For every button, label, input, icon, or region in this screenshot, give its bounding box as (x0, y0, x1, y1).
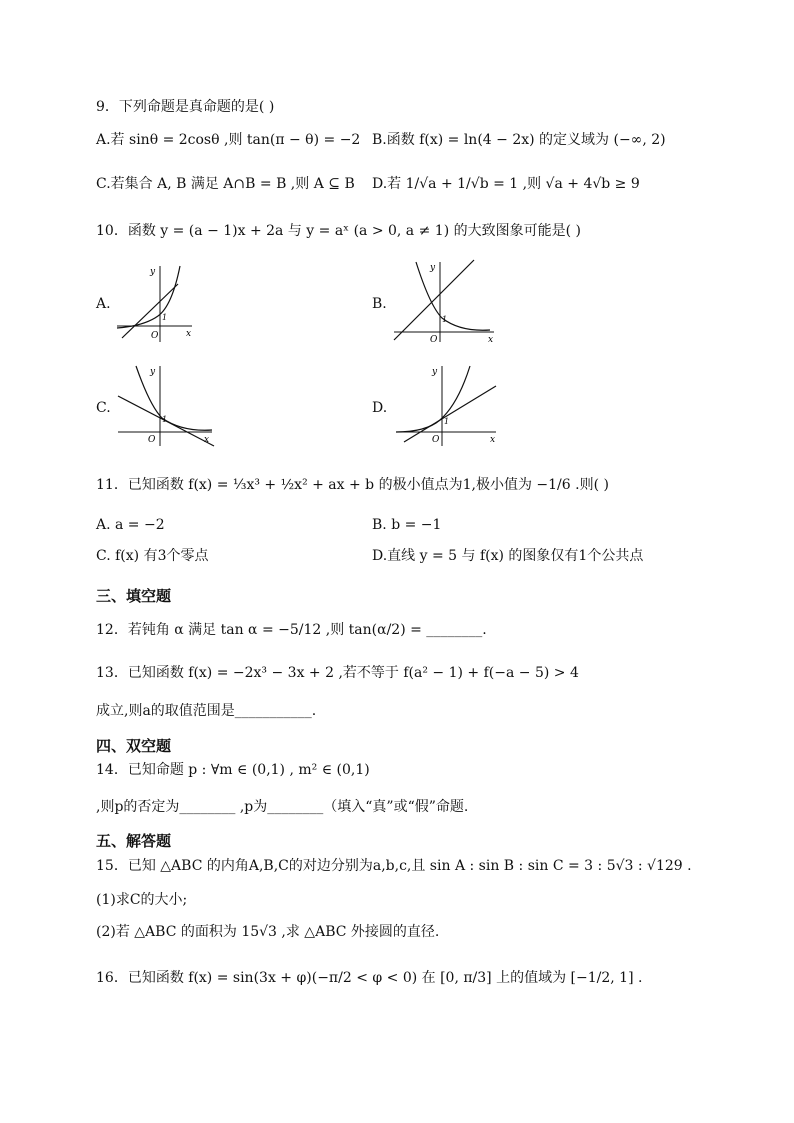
axis-y-label: y (432, 367, 438, 377)
q10-label-b: B. (372, 296, 387, 312)
one-label: 1 (442, 315, 448, 324)
q10-graph-a (114, 262, 194, 344)
q14-text-line1: 14．已知命题 p : ∀m ∈ (0,1) , m² ∈ (0,1) (96, 762, 370, 778)
q13-text-line1: 13．已知函数 f(x) = −2x³ − 3x + 2 ,若不等于 f(a² − 1) + f(−a − 5) > 4 (96, 665, 579, 681)
origin-label: O (430, 335, 438, 344)
q9-stem: 9．下列命题是真命题的是( ) (96, 99, 275, 115)
origin-label: O (151, 331, 159, 341)
q13-text-line2: 成立,则a的取值范围是___________. (96, 703, 317, 719)
one-label: 1 (162, 313, 168, 322)
q9-option-a: A.若 sinθ = 2cosθ ,则 tan(π − θ) = −2 (96, 132, 361, 148)
q9-option-c: C.若集合 A, B 满足 A∩B = B ,则 A ⊆ B (96, 176, 355, 192)
q9-option-b: B.函数 f(x) = ln(4 − 2x) 的定义域为 (−∞, 2) (372, 132, 666, 148)
section-heading-5: 五、解答题 (96, 832, 172, 850)
q10-label-a: A. (96, 296, 111, 312)
q15-part1: (1)求C的大小; (96, 892, 188, 908)
axis-x-label: x (490, 435, 496, 445)
q10-label-d: D. (372, 400, 388, 416)
axis-x-label: x (186, 329, 192, 339)
axis-x-label: x (488, 335, 494, 344)
section-heading-3: 三、填空题 (96, 587, 172, 605)
q10-stem: 10．函数 y = (a − 1)x + 2a 与 y = aˣ (a > 0, a ≠ 1) 的大致图象可能是( ) (96, 223, 581, 239)
axis-y-label: y (430, 263, 436, 273)
q10-graph-c (114, 362, 218, 448)
q11-stem: 11．已知函数 f(x) = ⅓x³ + ½x² + ax + b 的极小值点为1,极小值为 −1/6 .则( ) (96, 477, 609, 493)
q10-graph-d (392, 362, 502, 448)
q15-text: 15．已知 △ABC 的内角A,B,C的对边分别为a,b,c,且 sin A : sin B : sin C = 3 : 5√3 : √129 . (96, 858, 692, 874)
origin-label: O (432, 435, 440, 445)
q12-text: 12．若钝角 α 满足 tan α = −5/12 ,则 tan(α/2) = ________. (96, 622, 487, 638)
q15-part2: (2)若 △ABC 的面积为 15√3 ,求 △ABC 外接圆的直径. (96, 924, 440, 940)
axis-y-label: y (150, 267, 156, 277)
q11-option-d: D.直线 y = 5 与 f(x) 的图象仅有1个公共点 (372, 548, 644, 564)
one-label: 1 (162, 415, 168, 424)
one-label: 1 (444, 417, 450, 426)
q11-option-a: A. a = −2 (96, 517, 165, 533)
section-heading-4: 四、双空题 (96, 737, 172, 755)
q10-label-c: C. (96, 400, 111, 416)
q11-option-b: B. b = −1 (372, 517, 442, 533)
origin-label: O (148, 435, 156, 445)
q9-option-d: D.若 1/√a + 1/√b = 1 ,则 √a + 4√b ≥ 9 (372, 176, 640, 192)
q10-graph-b (390, 258, 500, 344)
axis-x-label: x (204, 435, 210, 445)
q11-option-c: C. f(x) 有3个零点 (96, 548, 209, 564)
q14-text-line2: ,则p的否定为________ ,p为________（填入“真”或“假”命题. (96, 799, 469, 815)
q16-text: 16．已知函数 f(x) = sin(3x + φ)(−π/2 < φ < 0) 在 [0, π/3] 上的值域为 [−1/2, 1] . (96, 970, 643, 986)
axis-y-label: y (150, 367, 156, 377)
